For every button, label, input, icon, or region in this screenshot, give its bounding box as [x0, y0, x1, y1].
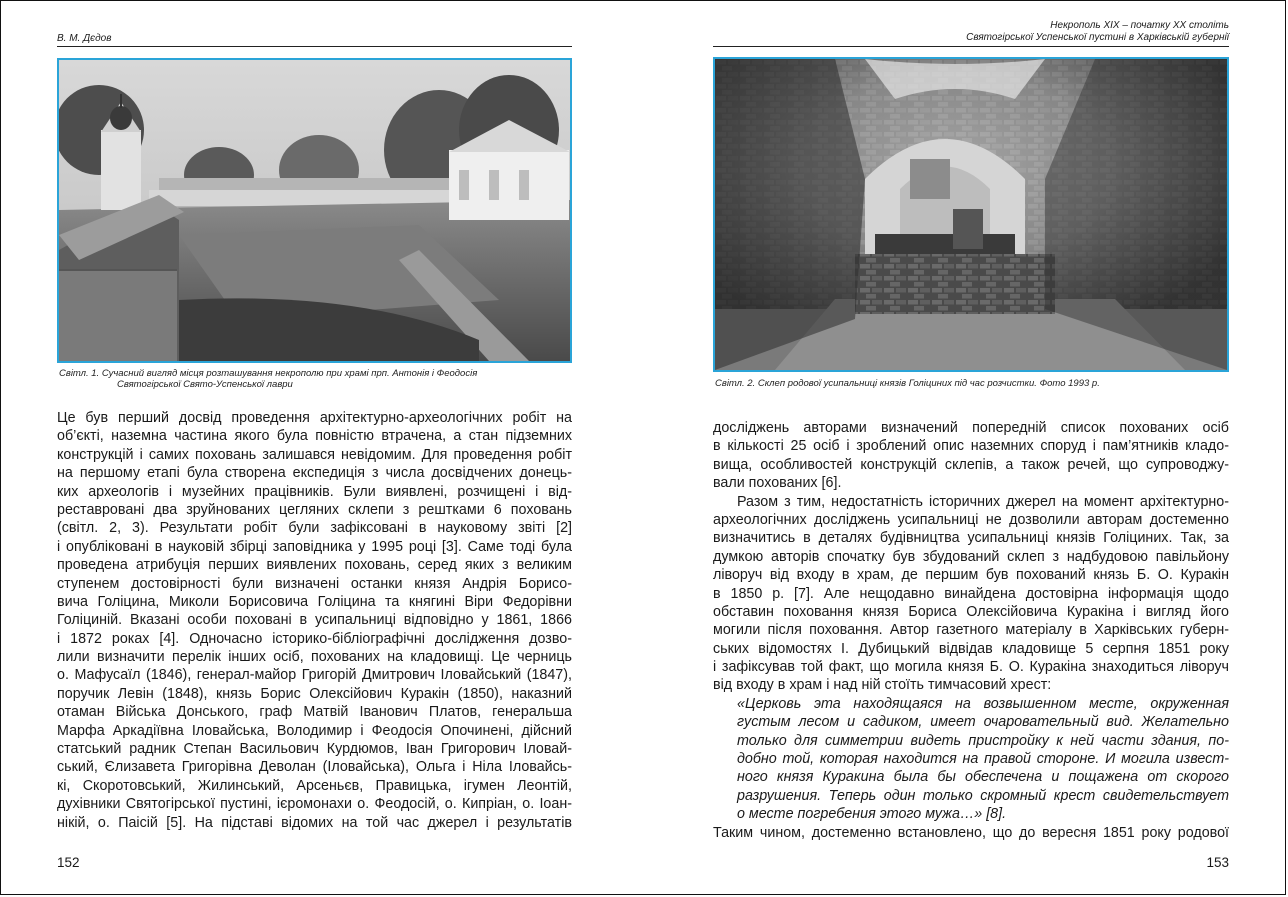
caption-1-line-1: Світл. 1. Сучасний вигляд місця розташування некрополю при храмі прп. Антонія і Феодосія [59, 368, 478, 379]
text-line: Разом з тим, недостатність історичних джерел на момент архітектурно- [737, 493, 1229, 510]
quote-line: о месте погребения этого мужа…» [8]. [737, 806, 1007, 823]
text-line: реставровані два зруйнованих цегляних склепи з рештками 6 поховань [57, 501, 572, 518]
quote-line: ного князя Куракина была бы обеспечена и пощажена от скорого [737, 769, 1229, 786]
text-line: кі, Скоротовський, Жилинський, Арсеньєв, Правицька, ігумен Леонтій, [57, 777, 572, 794]
text-line: о. Мафусаїл (1846), генерал-майор Григорій Дмитрович Іловайський (1847), [57, 667, 572, 684]
text-line: могили після поховання. Автор газетного матеріалу в Харківських губерн- [713, 622, 1229, 639]
text-line: Таким чином, достеменно встановлено, що до вересня 1851 року родової [713, 824, 1229, 841]
text-line: ських відомостях І. Дубицький відвідав кладовище 5 серпня 1851 року [713, 640, 1229, 657]
text-line: Це був перший досвід проведення архітектурно-археологічних робіт на [57, 410, 572, 426]
text-line: статський радник Степан Васильович Курдюмов, Іван Григорович Іловай- [57, 741, 572, 758]
text-line: об’єкті, наземна частина якого була повністю втрачена, а стан підземних [57, 428, 572, 445]
text-line: і опубліковані в науковій збірці заповідника у 1995 році [3]. Саме тоді була [57, 538, 572, 555]
photo-monastery-garden [57, 58, 572, 363]
quote-line: добно той, которая находится на правой стороне. И могила извест- [737, 751, 1229, 768]
text-line: думкою авторів спочатку був збудований склеп з надбудовою павільйону [713, 548, 1229, 565]
text-line: обставин поховання князя Бориса Олексійовича Куракіна і вигляд його [713, 603, 1229, 620]
header-rule [57, 46, 572, 47]
running-header-line-1: Некрополь XIX – початку XX століть [1050, 20, 1229, 31]
text-line: духівники Святогірської пустині, ієромонахи о. Феодосій, о. Кипріан, о. Іоан- [57, 796, 572, 813]
right-page [713, 1, 1229, 896]
quote-line: «Церковь эта находящаяся на возвышенном месте, окруженная [737, 695, 1229, 712]
right-body-text [713, 419, 1229, 842]
page-number-left: 152 [57, 855, 80, 870]
text-line: вали похованих [6]. [713, 475, 842, 492]
text-line: ких археологів і музейних працівників. Були виявлені, розчищені і від- [57, 483, 572, 500]
text-line: визначитись в деталях будівництва усипальниці князів Голіциних. Так, за [713, 530, 1229, 547]
quote-line: густым лесом и садиком, имеет очаровательный вид. Желательно [737, 714, 1229, 731]
header-rule [713, 46, 1229, 47]
text-line: на першому етапі була створена експедиція з числа досвідчених донець- [57, 465, 572, 482]
text-line: і зафіксував той факт, що могила князя Б. О. Куракіна знаходиться ліворуч [713, 659, 1229, 676]
crypt-photo-image [715, 59, 1227, 370]
text-line: конструкцій і самих поховань залишався невідомим. Для проведення робіт [57, 446, 572, 463]
text-line: ліворуч від входу в храм, де першим був похований князь Б. О. Куракін [713, 567, 1229, 584]
page-number-right: 153 [1206, 855, 1229, 870]
left-body-text [57, 409, 572, 832]
text-line: Марфа Аркадіївна Іловайська, Володимир і Феодосія Опочинені, дійсний [57, 722, 572, 739]
text-line: (світл. 2, 3). Результати робіт були зафіксовані в науковому звіті [2] [57, 520, 572, 537]
text-line: вища, особливостей конструкцій склепів, а також речей, що супроводжу- [713, 456, 1229, 473]
text-line: в 1850 р. [7]. Але нещодавно винайдена достовірна інформація щодо [713, 585, 1229, 602]
caption-1-line-2: Святогірської Свято-Успенської лаври [117, 379, 293, 390]
photo-caption-1 [57, 368, 574, 390]
left-page [57, 1, 572, 896]
text-line: досліджень авторами визначений попередній список похованих осіб [713, 420, 1229, 436]
running-header-author: В. М. Дєдов [57, 33, 112, 44]
text-line: від входу в храм і над ній стоїть тимчасовий хрест: [713, 677, 1052, 694]
photo-crypt-excavation [713, 57, 1229, 372]
text-line: нікій, о. Паісій [5]. На підставі відомих на той час джерел і результатів [57, 814, 572, 831]
quote-line: разрушения. Теперь один только скромный крест свидетельствует [737, 787, 1229, 804]
photo-caption-2: Світл. 2. Склеп родової усипальниці князів Голіциних під час розчистки. Фото 1993 р. [715, 378, 1100, 389]
text-line: ський, Єлизавета Григорівна Деволан (Іловайська), Ольга і Ніла Іловайсь- [57, 759, 572, 776]
text-line: отаман Війська Донського, граф Матвій Іванович Платов, генеральша [57, 704, 572, 721]
text-line: в кількості 25 осіб і зроблений опис наземних споруд і пам’ятників кладо- [713, 438, 1229, 455]
text-line: лили визначити перелік інших осіб, похованих на кладовищі. Це черниць [57, 649, 572, 666]
text-line: ступенем достовірності були визначені останки князя Андрія Борисо- [57, 575, 572, 592]
text-line: і 1872 роках [4]. Одночасно історико-бібліографічні дослідження дозво- [57, 630, 572, 647]
quote-line: только для симметрии видеть пристройку к ней части здания, по- [737, 732, 1229, 749]
text-line: поручик Левін (1848), князь Борис Олексійович Куракін (1850), наказний [57, 685, 572, 702]
running-header-title [713, 20, 1229, 44]
text-line: вича Голіцина, Миколи Борисовича Голіцина та княгині Віри Федорівни [57, 593, 572, 610]
text-line: археологічних досліджень усипальниці не дозволили авторам достеменно [713, 511, 1229, 528]
text-line: проведена атрибуція перших виявлених поховань, серед яких з великим [57, 557, 572, 574]
running-header-line-2: Святогірської Успенської пустині в Харківській губернії [966, 32, 1229, 43]
garden-photo-image [59, 60, 570, 361]
text-line: Голіциній. Вказані особи поховані в усипальниці відповідно у 1861, 1866 [57, 612, 572, 629]
